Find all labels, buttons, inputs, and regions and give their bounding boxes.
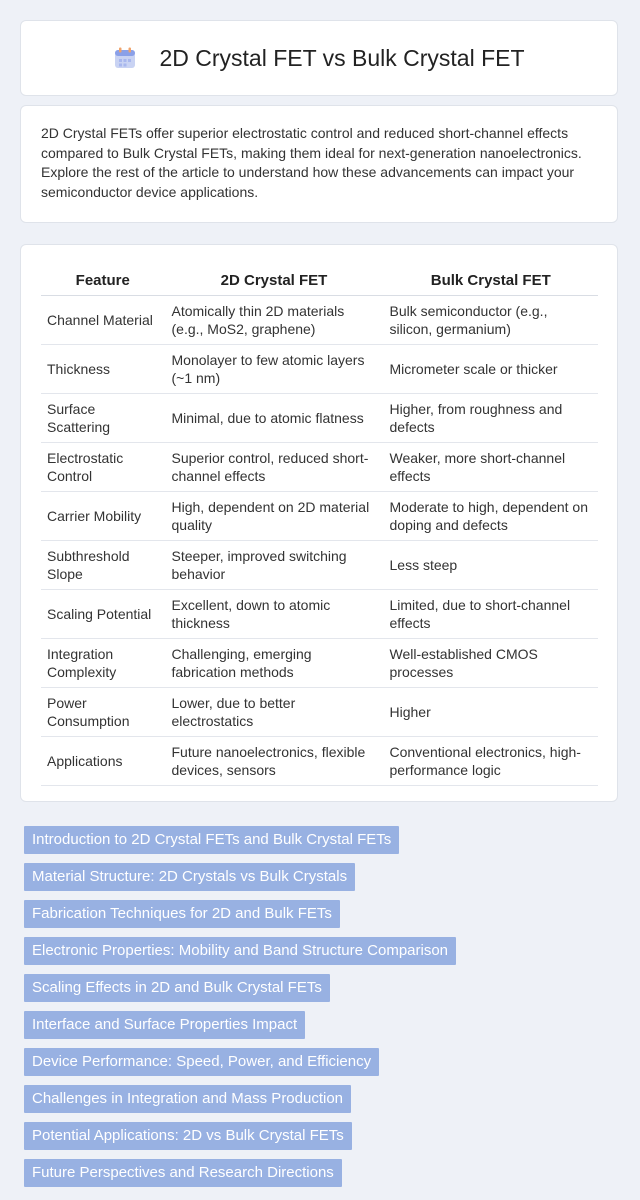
bulk-crystal-fet-cell: Micrometer scale or thicker bbox=[383, 345, 598, 394]
2d-crystal-fet-cell: Superior control, reduced short-channel effects bbox=[165, 443, 383, 492]
table-row bbox=[41, 737, 598, 786]
topic-link[interactable]: Fabrication Techniques for 2D and Bulk FETs bbox=[24, 900, 340, 928]
feature-cell: Carrier Mobility bbox=[41, 492, 165, 541]
topic-link[interactable]: Electronic Properties: Mobility and Band Structure Comparison bbox=[24, 937, 456, 965]
2d-crystal-fet-cell: Excellent, down to atomic thickness bbox=[165, 590, 383, 639]
table-row bbox=[41, 394, 598, 443]
feature-cell: Scaling Potential bbox=[41, 590, 165, 639]
2d-crystal-fet-cell: Steeper, improved switching behavior bbox=[165, 541, 383, 590]
bulk-crystal-fet-cell: Bulk semiconductor (e.g., silicon, germanium) bbox=[383, 296, 598, 345]
table-row bbox=[41, 345, 598, 394]
2d-crystal-fet-cell: Lower, due to better electrostatics bbox=[165, 688, 383, 737]
topic-link[interactable]: Material Structure: 2D Crystals vs Bulk Crystals bbox=[24, 863, 355, 891]
feature-cell: Applications bbox=[41, 737, 165, 786]
topic-link[interactable]: Interface and Surface Properties Impact bbox=[24, 1011, 305, 1039]
topic-link[interactable]: Introduction to 2D Crystal FETs and Bulk Crystal FETs bbox=[24, 826, 399, 854]
table-row bbox=[41, 296, 598, 345]
topic-link[interactable]: Challenges in Integration and Mass Production bbox=[24, 1085, 351, 1113]
table-row bbox=[41, 590, 598, 639]
title-card bbox=[20, 20, 618, 96]
topic-link[interactable]: Potential Applications: 2D vs Bulk Crystal FETs bbox=[24, 1122, 352, 1150]
feature-cell: Surface Scattering bbox=[41, 394, 165, 443]
bulk-crystal-fet-cell: Less steep bbox=[383, 541, 598, 590]
2d-crystal-fet-cell: Challenging, emerging fabrication methods bbox=[165, 639, 383, 688]
feature-cell: Electrostatic Control bbox=[41, 443, 165, 492]
calendar-icon bbox=[113, 46, 137, 70]
feature-cell: Thickness bbox=[41, 345, 165, 394]
table-row bbox=[41, 443, 598, 492]
page-title: 2D Crystal FET vs Bulk Crystal FET bbox=[159, 44, 525, 71]
table-row bbox=[41, 492, 598, 541]
bulk-crystal-fet-cell: Higher bbox=[383, 688, 598, 737]
comparison-table-card bbox=[20, 244, 618, 802]
header-bulk-crystal-fet: Bulk Crystal FET bbox=[383, 261, 598, 296]
bulk-crystal-fet-cell: Conventional electronics, high-performance logic bbox=[383, 737, 598, 786]
bulk-crystal-fet-cell: Limited, due to short-channel effects bbox=[383, 590, 598, 639]
2d-crystal-fet-cell: Atomically thin 2D materials (e.g., MoS2, graphene) bbox=[165, 296, 383, 345]
2d-crystal-fet-cell: High, dependent on 2D material quality bbox=[165, 492, 383, 541]
feature-cell: Subthreshold Slope bbox=[41, 541, 165, 590]
table-row bbox=[41, 688, 598, 737]
comparison-table bbox=[41, 261, 598, 786]
table-row bbox=[41, 639, 598, 688]
bulk-crystal-fet-cell: Moderate to high, dependent on doping and defects bbox=[383, 492, 598, 541]
topic-links bbox=[24, 826, 456, 1196]
intro-card bbox=[20, 105, 618, 223]
feature-cell: Power Consumption bbox=[41, 688, 165, 737]
header-feature: Feature bbox=[41, 261, 165, 296]
feature-cell: Integration Complexity bbox=[41, 639, 165, 688]
topic-link[interactable]: Future Perspectives and Research Directions bbox=[24, 1159, 342, 1187]
topic-link[interactable]: Device Performance: Speed, Power, and Efficiency bbox=[24, 1048, 379, 1076]
2d-crystal-fet-cell: Minimal, due to atomic flatness bbox=[165, 394, 383, 443]
bulk-crystal-fet-cell: Higher, from roughness and defects bbox=[383, 394, 598, 443]
topic-link[interactable]: Scaling Effects in 2D and Bulk Crystal FETs bbox=[24, 974, 330, 1002]
header-2d-crystal-fet: 2D Crystal FET bbox=[165, 261, 383, 296]
table-row bbox=[41, 541, 598, 590]
table-header-row bbox=[41, 261, 598, 296]
bulk-crystal-fet-cell: Weaker, more short-channel effects bbox=[383, 443, 598, 492]
2d-crystal-fet-cell: Monolayer to few atomic layers (~1 nm) bbox=[165, 345, 383, 394]
2d-crystal-fet-cell: Future nanoelectronics, flexible devices, sensors bbox=[165, 737, 383, 786]
feature-cell: Channel Material bbox=[41, 296, 165, 345]
intro-text: 2D Crystal FETs offer superior electrostatic control and reduced short-channel effects compared to Bulk Crystal FETs, making them ideal for next-generation nanoelectronics. Explore the rest of the article to understand how these advancements can impact your semiconductor device applications. bbox=[41, 125, 582, 200]
bulk-crystal-fet-cell: Well-established CMOS processes bbox=[383, 639, 598, 688]
